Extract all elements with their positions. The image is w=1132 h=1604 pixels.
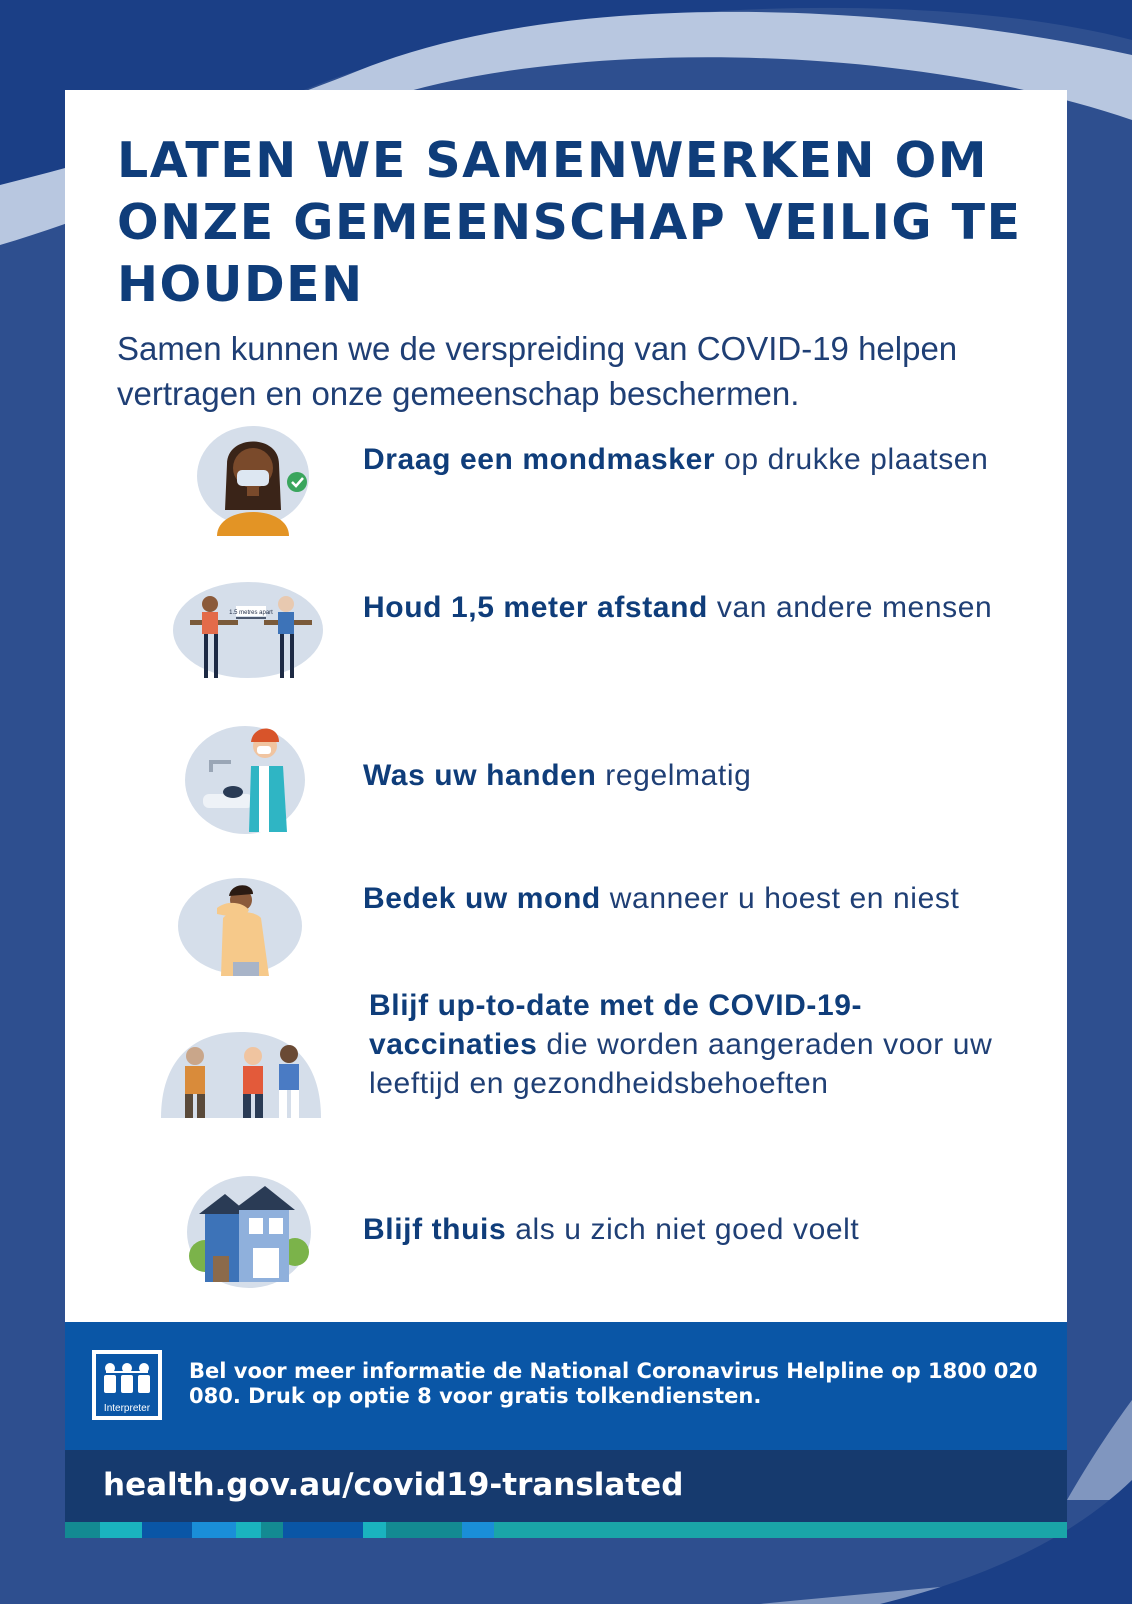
list-item (65, 420, 1067, 540)
list-item (65, 716, 1067, 838)
helpline-text: Bel voor meer informatie de National Coronavirus Helpline op 1800 020 080. Druk op optie 8 voor gratis tolkendiensten. (189, 1359, 1038, 1408)
interpreter-symbol-icon (92, 1350, 162, 1420)
list-item (65, 568, 1067, 688)
list-item (65, 986, 1067, 1156)
helpline-banner (65, 1322, 1067, 1450)
subtitle: Samen kunnen we de verspreiding van COVID-19 helpen vertragen en onze gemeenschap beschermen. (117, 330, 958, 412)
website-link[interactable]: health.gov.au/covid19-translated (103, 1467, 684, 1503)
distancing-icon (170, 572, 326, 682)
list-item (65, 874, 1067, 978)
item-text: Was uw handen regelmatig (363, 759, 752, 792)
item-text: Blijf up-to-date met de COVID-19-vaccinaties die worden aangeraden voor uw leeftijd en gezondheidsbehoeften (369, 989, 993, 1100)
footer-bar (65, 1450, 1067, 1522)
house-icon (183, 1172, 313, 1290)
distance-sign-label: 1.5 metres apart (229, 610, 273, 616)
cough-elbow-icon (177, 876, 303, 976)
item-text: Blijf thuis als u zich niet goed voelt (363, 1213, 860, 1246)
list-item (65, 1172, 1067, 1292)
handwashing-icon (183, 716, 311, 836)
item-text: Bedek uw mond wanneer u hoest en niest (363, 882, 960, 915)
decorative-stripe (65, 1522, 1067, 1538)
interpreter-label: Interpreter (103, 1403, 151, 1414)
masked-person-icon (193, 424, 313, 536)
vaccination-icon (161, 1022, 321, 1122)
page-title: LATEN WE SAMENWERKEN OM ONZE GEMEENSCHAP VEILIG TE HOUDEN (117, 132, 1022, 313)
item-text: Houd 1,5 meter afstand van andere mensen (363, 591, 993, 624)
poster-card (65, 90, 1067, 1538)
item-text: Draag een mondmasker op drukke plaatsen (363, 443, 989, 476)
